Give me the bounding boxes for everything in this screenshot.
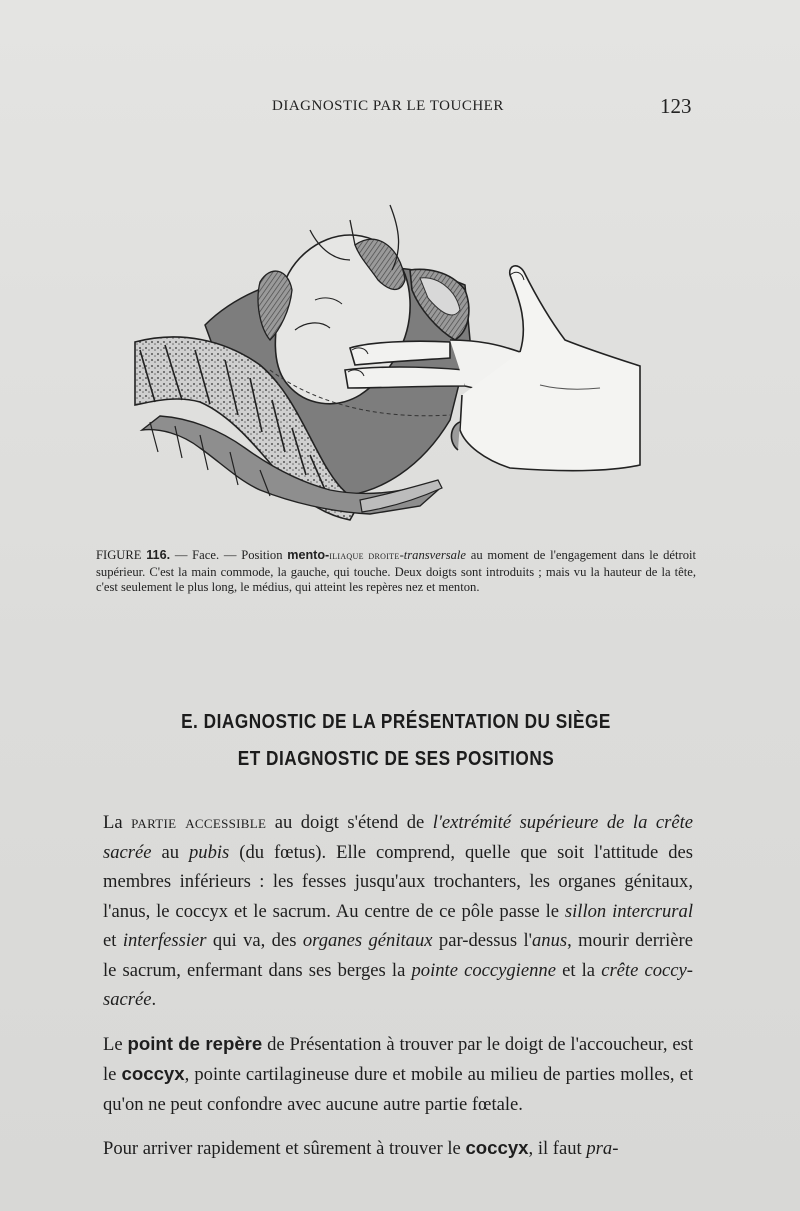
anatomical-illustration xyxy=(120,190,660,540)
p1-i1: l'extrémité supérieure de la crête sacrée xyxy=(103,812,694,863)
figure-label: FIGURE xyxy=(96,548,142,562)
p1-i6: anus xyxy=(531,930,568,951)
p3-s2: , il faut xyxy=(528,1138,587,1159)
p1-i5: organes génitaux xyxy=(302,930,433,951)
p1-smallcaps: partie accessible xyxy=(131,812,267,833)
caption-text-1: — Face. — Position xyxy=(170,548,288,562)
body-text xyxy=(103,808,693,1178)
p1-s4: (du fœtus). Elle comprend, quelle que soit l'attitude des membres inférieurs : les fesses jusqu'aux trochanters, les organes génitaux, l'anus, le coccyx et le sacrum. Au centre de ce pôle passe le xyxy=(103,841,693,922)
section-heading-line-1: E. DIAGNOSTIC DE LA PRÉSENTATION DU SIÈGE xyxy=(181,711,611,733)
p2-s1: Le xyxy=(103,1033,128,1055)
p2-s2: de Présentation à trouver par le doigt de l'accoucheur, est le xyxy=(103,1033,693,1085)
caption-text-2: au moment de l'engagement dans le détroit supérieur. C'est la main commode, la gauche, qui touche. Deux doigts sont introduits ; mais vu la hauteur de la tête, c'est seulement le plus long, le médius, qui atteint les repères nez et menton. xyxy=(96,548,697,595)
caption-italic-1: -transversale xyxy=(399,548,467,562)
section-heading-line-2: ET DIAGNOSTIC DE SES POSITIONS xyxy=(237,748,555,770)
p1-i4: interfessier xyxy=(122,930,207,951)
p3-i1: pra- xyxy=(586,1138,619,1159)
p1-s2: au doigt s'étend de xyxy=(266,812,433,833)
p1-i2: pubis xyxy=(189,841,230,863)
p1-s9: et la xyxy=(555,959,602,981)
p2-bold-2: coccyx xyxy=(121,1063,185,1084)
p1-s1: La xyxy=(103,812,132,833)
p1-i8: crête coccy-sacrée xyxy=(103,959,693,1010)
running-head: DIAGNOSTIC PAR LE TOUCHER xyxy=(272,98,504,114)
p2-s3: , pointe cartilagineuse dure et mobile au milieu de parties molles, et qu'on ne peut confondre avec aucune autre partie fœtale. xyxy=(103,1064,693,1115)
caption-smallcaps-1: iliaque droite xyxy=(329,550,400,562)
p3-bold-1: coccyx xyxy=(465,1137,529,1158)
p1-s6: qui va, des xyxy=(206,930,303,951)
p1-i7: pointe coccygienne xyxy=(411,959,556,981)
figure-caption xyxy=(96,548,696,596)
caption-bold-1: mento- xyxy=(287,548,330,562)
p1-s7: par-dessus l' xyxy=(432,930,532,951)
p1-s5: et xyxy=(103,930,123,951)
paragraph-1 xyxy=(103,808,693,1015)
paragraph-2 xyxy=(103,1029,693,1120)
p1-s10: . xyxy=(151,989,157,1010)
paragraph-3 xyxy=(103,1133,693,1164)
page-number: 123 xyxy=(660,94,692,118)
figure-number: 116. xyxy=(146,548,171,562)
p1-i3: sillon intercrural xyxy=(564,900,693,922)
p2-bold-1: point de repère xyxy=(127,1032,263,1054)
p3-s1: Pour arriver rapidement et sûrement à trouver le xyxy=(103,1138,466,1159)
p1-s3: au xyxy=(151,841,189,863)
p1-s8: , mourir derrière le sacrum, enfermant dans ses berges la xyxy=(103,930,693,981)
